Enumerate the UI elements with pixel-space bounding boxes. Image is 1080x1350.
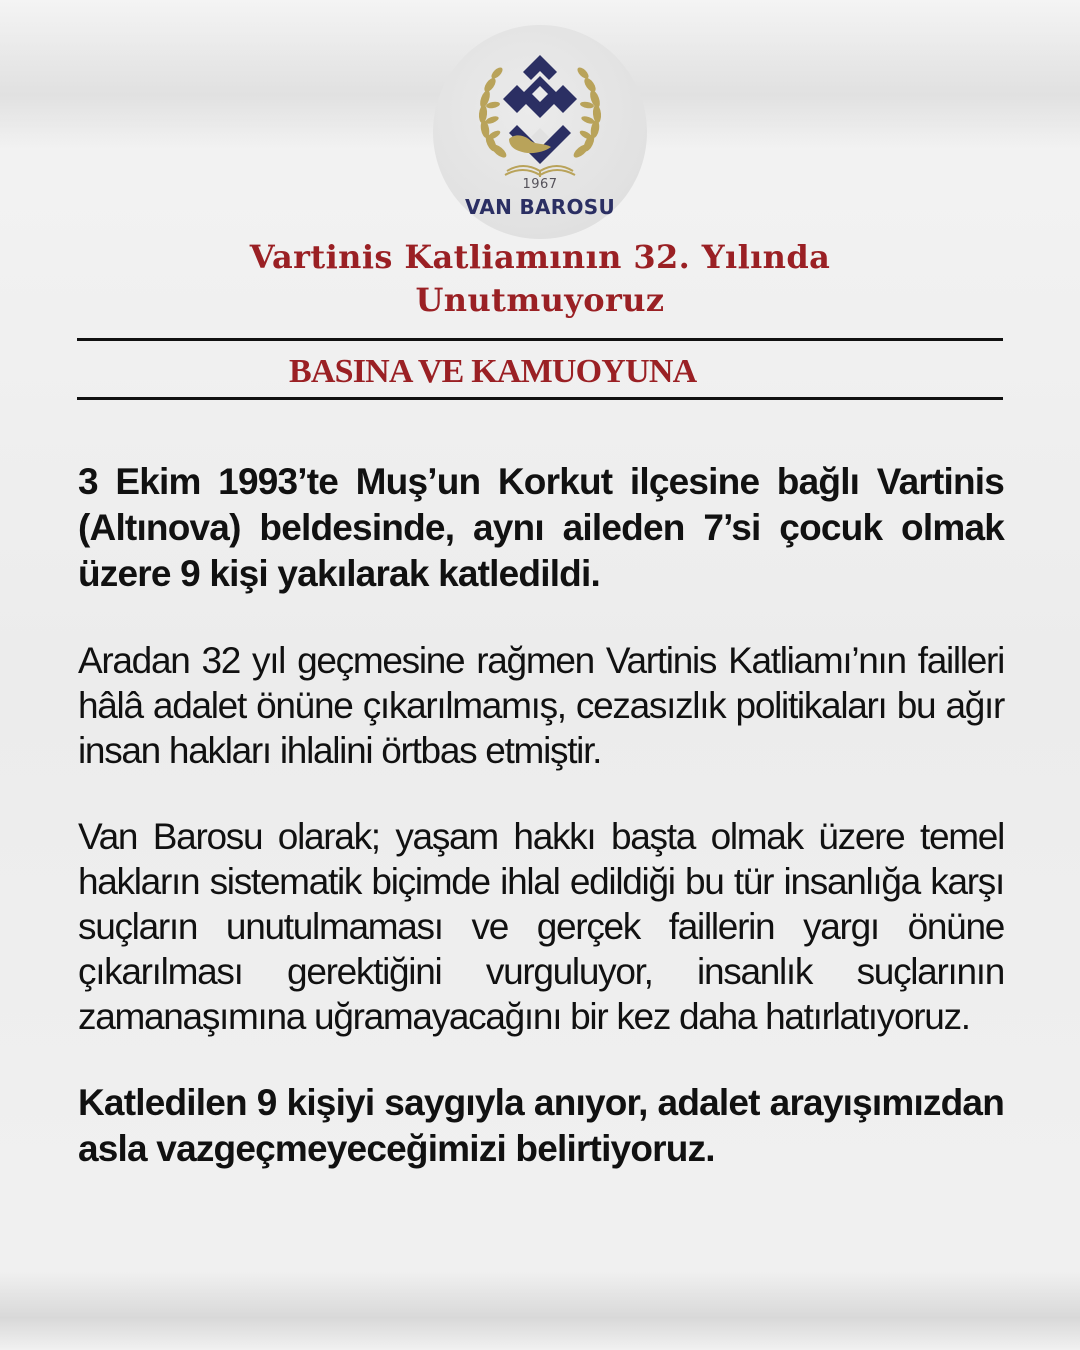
van-barosu-logo xyxy=(433,25,647,239)
logo-year: 1967 xyxy=(522,177,558,192)
paragraph-commemoration: Katledilen 9 kişiyi saygıyla anıyor, adalet arayışımızdan asla vazgeçmeyeceğimizi belirtiyoruz. xyxy=(78,1082,1004,1169)
logo-name: VAN BAROSU xyxy=(464,195,616,219)
paragraph-bar-position: Van Barosu olarak; yaşam hakkı başta olmak üzere temel hakların sistematik biçimde ihlal edildiği bu tür insanlığa karşı suçların unutulmaması ve gerçek faillerin yargı önüne çıkarılması gerektiğini vurguluyor, insanlık suçlarının zamanaşımına uğramayacağını bir kez daha hatırlatıyoruz. xyxy=(78,816,1004,1037)
press-heading: BASINA VE KAMUOYUNA xyxy=(289,353,697,390)
paragraph-impunity: Aradan 32 yıl geçmesine rağmen Vartinis Katliamı’nın failleri hâlâ adalet önüne çıkarılmamış, cezasızlık politikaları bu ağır insan hakları ihlalini örtbas etmiştir. xyxy=(78,640,1004,771)
statement-body xyxy=(78,459,1004,1172)
divider-bottom xyxy=(77,397,1003,400)
page-title-line-1: Vartinis Katliamının 32. Yılında xyxy=(249,238,831,276)
paragraph-intro: 3 Ekim 1993’te Muş’un Korkut ilçesine bağlı Vartinis (Altınova) beldesinde, aynı aileden 7’si çocuk olmak üzere 9 kişi yakılarak katledildi. xyxy=(78,461,1004,594)
divider-top xyxy=(77,338,1003,341)
page-title-line-2: Unutmuyoruz xyxy=(415,281,665,319)
open-book-icon xyxy=(505,166,575,177)
page-title xyxy=(90,236,990,322)
